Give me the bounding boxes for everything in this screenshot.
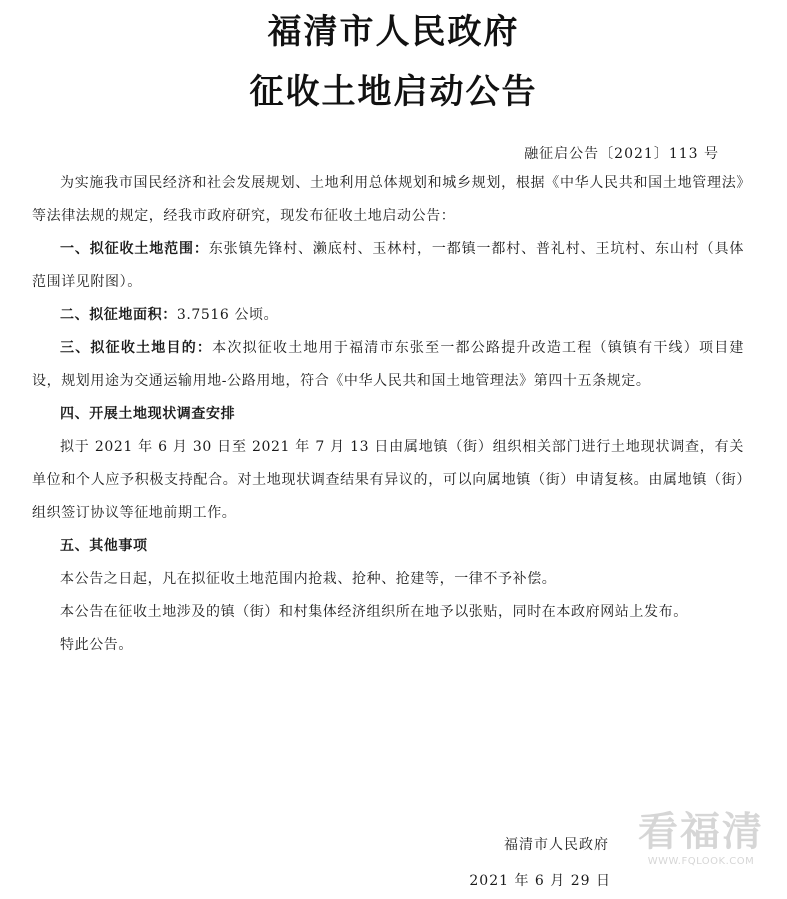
intro-paragraph: 为实施我市国民经济和社会发展规划、土地利用总体规划和城乡规划，根据《中华人民共和国土地管理法》等法律法规的规定，经我市政府研究，现发布征收土地启动公告： bbox=[32, 175, 744, 224]
notice-body bbox=[32, 167, 744, 662]
watermark-logo-text: 看福清 bbox=[638, 809, 764, 855]
section-4-text: 拟于 2021 年 6 月 30 日至 2021 年 7 月 13 日由属地镇（街）组织相关部门进行土地现状调查，有关单位和个人应予积极支持配合。对土地现状调查结果有异议的，可以向属地镇（街）申请复核。由属地镇（街）组织签订协议等征地前期工作。 bbox=[32, 439, 744, 521]
page-title-line1: 福清市人民政府 bbox=[267, 12, 520, 52]
watermark bbox=[626, 808, 776, 868]
watermark-url: WWW.FQLOOK.COM bbox=[647, 856, 755, 867]
section-3 bbox=[32, 332, 744, 398]
issuer-signature: 福清市人民政府 bbox=[504, 837, 609, 853]
section-4-heading: 四、开展土地现状调查安排 bbox=[60, 406, 236, 422]
section-1 bbox=[32, 233, 744, 299]
section-2 bbox=[32, 299, 744, 332]
document-number: 融征启公告〔2021〕113 号 bbox=[524, 146, 719, 162]
section-5-paragraph-1: 本公告之日起，凡在拟征收土地范围内抢栽、抢种、抢建等，一律不予补偿。 bbox=[60, 571, 557, 587]
issue-date: 2021 年 6 月 29 日 bbox=[469, 873, 611, 889]
page-title-line2: 征收土地启动公告 bbox=[249, 72, 538, 112]
section-1-heading: 一、拟征收土地范围： bbox=[60, 241, 209, 257]
section-5-heading: 五、其他事项 bbox=[60, 538, 148, 554]
section-1-text: 东张镇先锋村、濑底村、玉林村，一都镇一都村、普礼村、王坑村、东山村（具体范围详见附图）。 bbox=[32, 241, 745, 290]
section-3-heading: 三、拟征收土地目的： bbox=[60, 340, 213, 356]
section-2-text: 3.7516 公顷。 bbox=[176, 307, 279, 323]
section-2-heading: 二、拟征地面积： bbox=[60, 307, 177, 323]
closing-line: 特此公告。 bbox=[60, 637, 133, 653]
section-5-paragraph-2: 本公告在征收土地涉及的镇（街）和村集体经济组织所在地予以张贴，同时在本政府网站上发布。 bbox=[60, 604, 688, 620]
section-3-text: 本次拟征收土地用于福清市东张至一都公路提升改造工程（镇镇有干线）项目建设，规划用途为交通运输用地-公路用地，符合《中华人民共和国土地管理法》第四十五条规定。 bbox=[32, 340, 745, 389]
